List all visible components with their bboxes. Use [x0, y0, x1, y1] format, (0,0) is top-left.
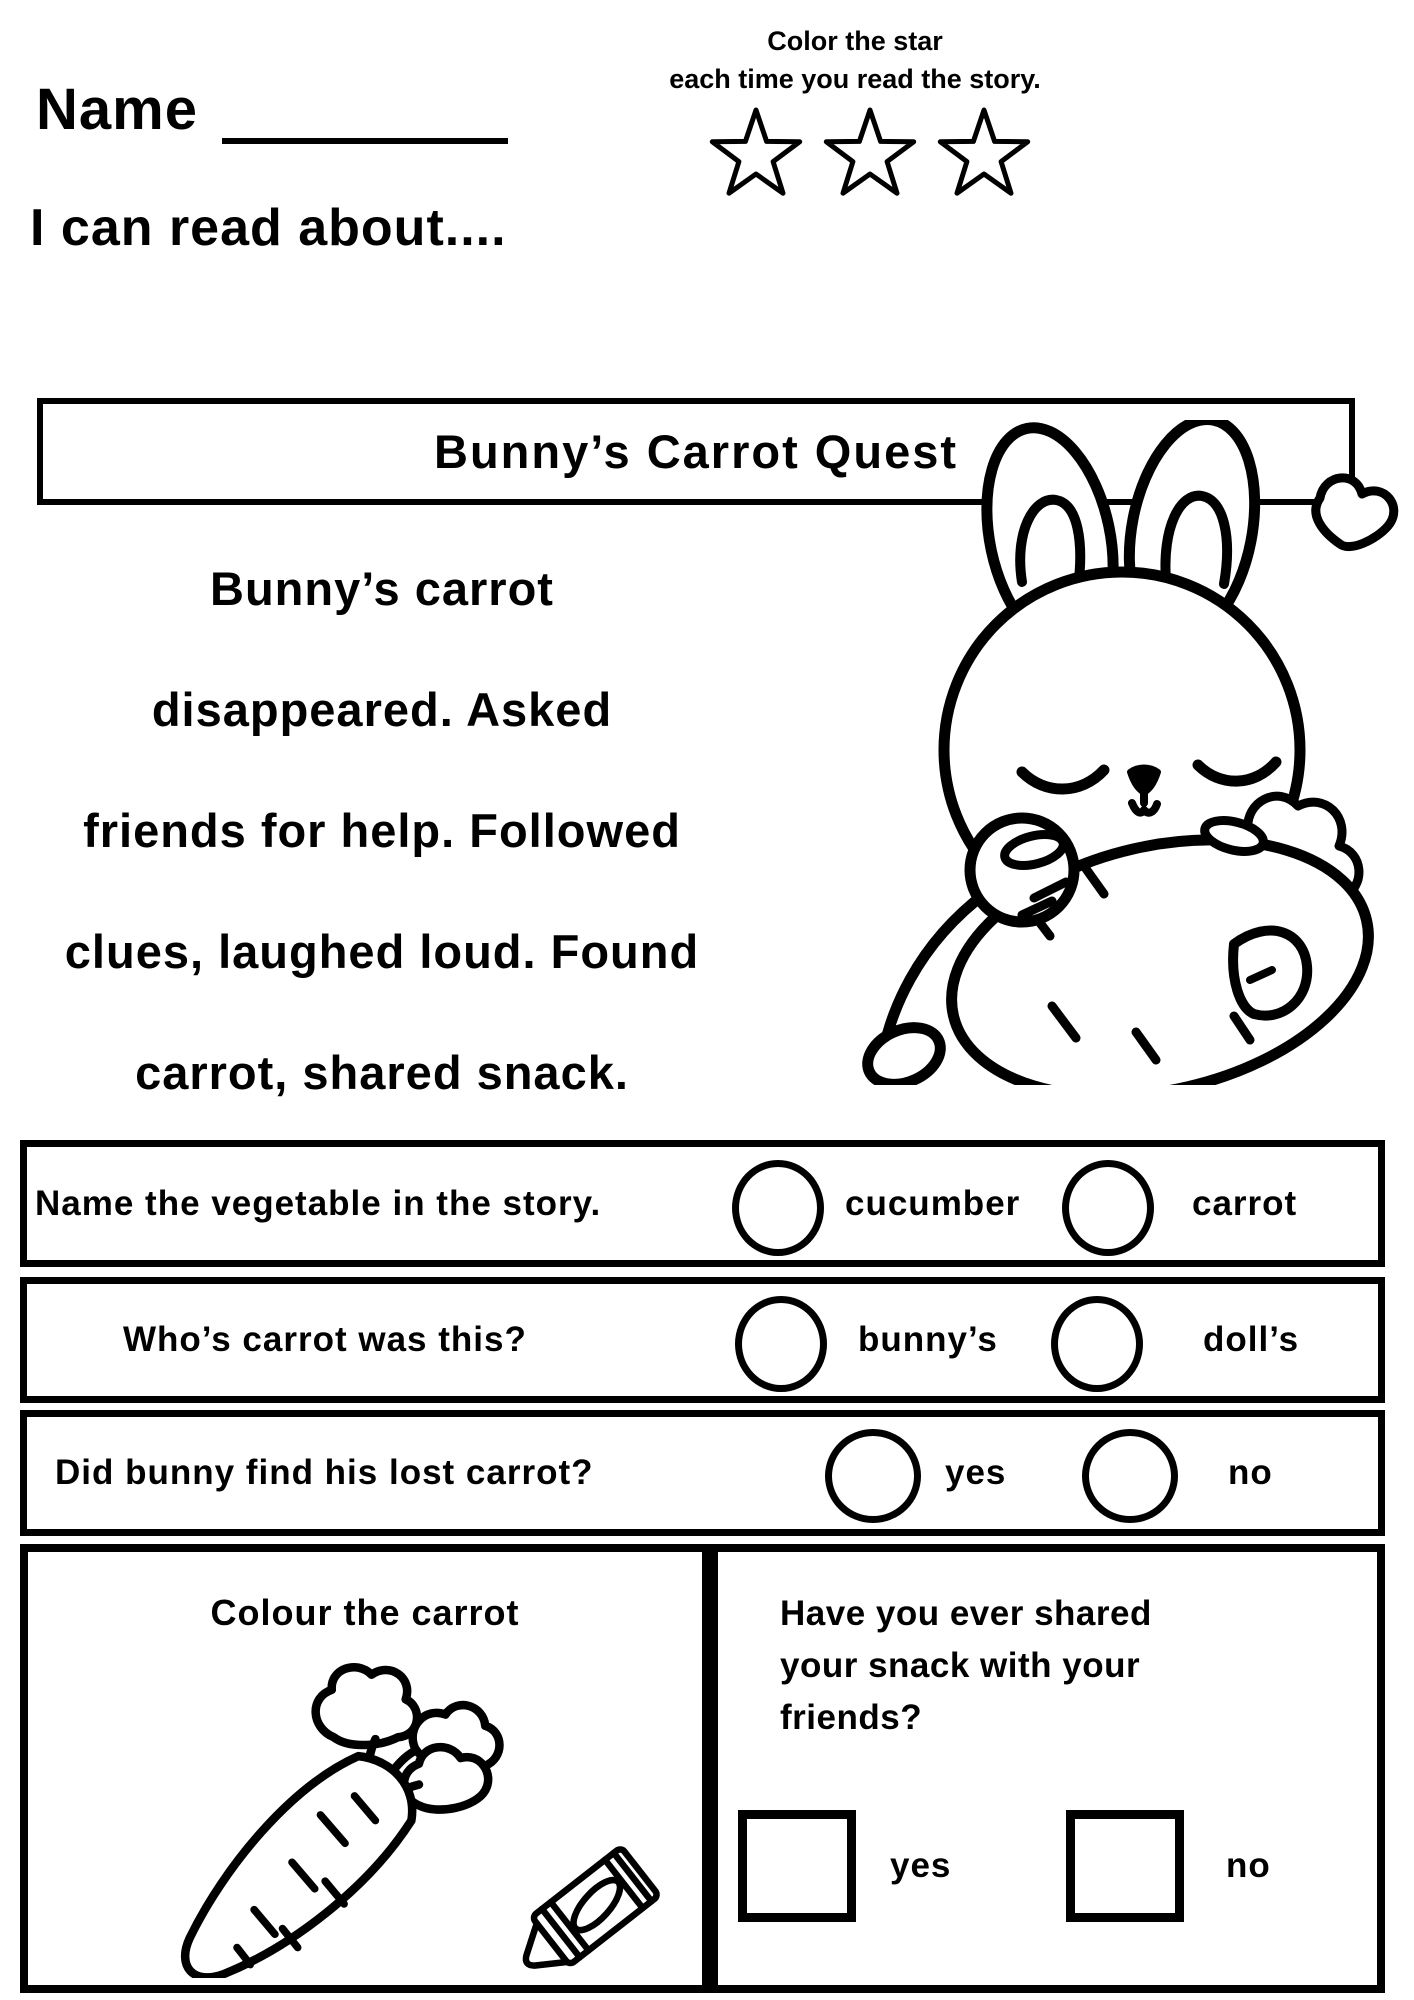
crayon-icon — [496, 1830, 691, 1990]
star-instruction-line2: each time you read the story. — [669, 64, 1041, 94]
option-label: bunny’s — [858, 1320, 998, 1359]
story-line: Bunny’s carrot — [210, 562, 554, 615]
star-icon[interactable] — [820, 106, 920, 206]
story-line: friends for help. Followed — [83, 804, 681, 857]
option-label: cucumber — [845, 1183, 1021, 1223]
option-circle-bunnys[interactable] — [735, 1296, 827, 1392]
story-line: carrot, shared snack. — [135, 1046, 629, 1099]
question-row-owner — [20, 1277, 1385, 1403]
story-line: clues, laughed loud. Found — [64, 925, 700, 978]
option-label: yes — [945, 1453, 1007, 1492]
question-row-vegetable — [20, 1140, 1385, 1267]
question-text: Name the vegetable in the story. — [35, 1183, 602, 1223]
checkbox-yes[interactable] — [738, 1810, 856, 1922]
carrot-colouring-illustration[interactable] — [148, 1648, 508, 1978]
option-label: carrot — [1192, 1183, 1298, 1223]
option-circle-yes[interactable] — [825, 1429, 921, 1523]
heart-icon — [1316, 478, 1394, 547]
checkbox-label: no — [1226, 1846, 1271, 1885]
option-circle-no[interactable] — [1082, 1429, 1178, 1523]
star-tracker — [706, 106, 1034, 206]
checkbox-no[interactable] — [1066, 1810, 1184, 1922]
bunny-carrot-illustration — [782, 420, 1407, 1085]
question-text: Who’s carrot was this? — [123, 1320, 527, 1359]
question-text: Did bunny find his lost carrot? — [55, 1453, 594, 1492]
question-row-found — [20, 1410, 1385, 1536]
story-text — [8, 528, 756, 1133]
star-icon[interactable] — [706, 106, 806, 206]
star-instructions — [620, 22, 1090, 98]
read-about-heading: I can read about.... — [30, 199, 507, 257]
option-label: no — [1228, 1453, 1273, 1492]
share-question-panel — [710, 1544, 1385, 1993]
option-circle-carrot[interactable] — [1062, 1160, 1154, 1256]
name-label: Name — [36, 77, 198, 142]
star-icon[interactable] — [934, 106, 1034, 206]
bunny-foot — [859, 1017, 950, 1085]
carrot-leaf — [316, 1667, 417, 1745]
colour-panel-heading: Colour the carrot — [210, 1592, 520, 1633]
checkbox-label: yes — [890, 1846, 952, 1885]
name-blank-line[interactable] — [222, 86, 508, 144]
option-circle-cucumber[interactable] — [732, 1160, 824, 1256]
star-instruction-line1: Color the star — [767, 26, 943, 56]
colour-carrot-panel — [20, 1544, 710, 1993]
option-circle-dolls[interactable] — [1051, 1296, 1143, 1392]
story-line: disappeared. Asked — [151, 683, 613, 736]
share-question-text: Have you ever shared your snack with your friends? — [780, 1594, 1152, 1737]
option-label: doll’s — [1203, 1320, 1300, 1359]
story-title: Bunny’s Carrot Quest — [434, 425, 958, 478]
